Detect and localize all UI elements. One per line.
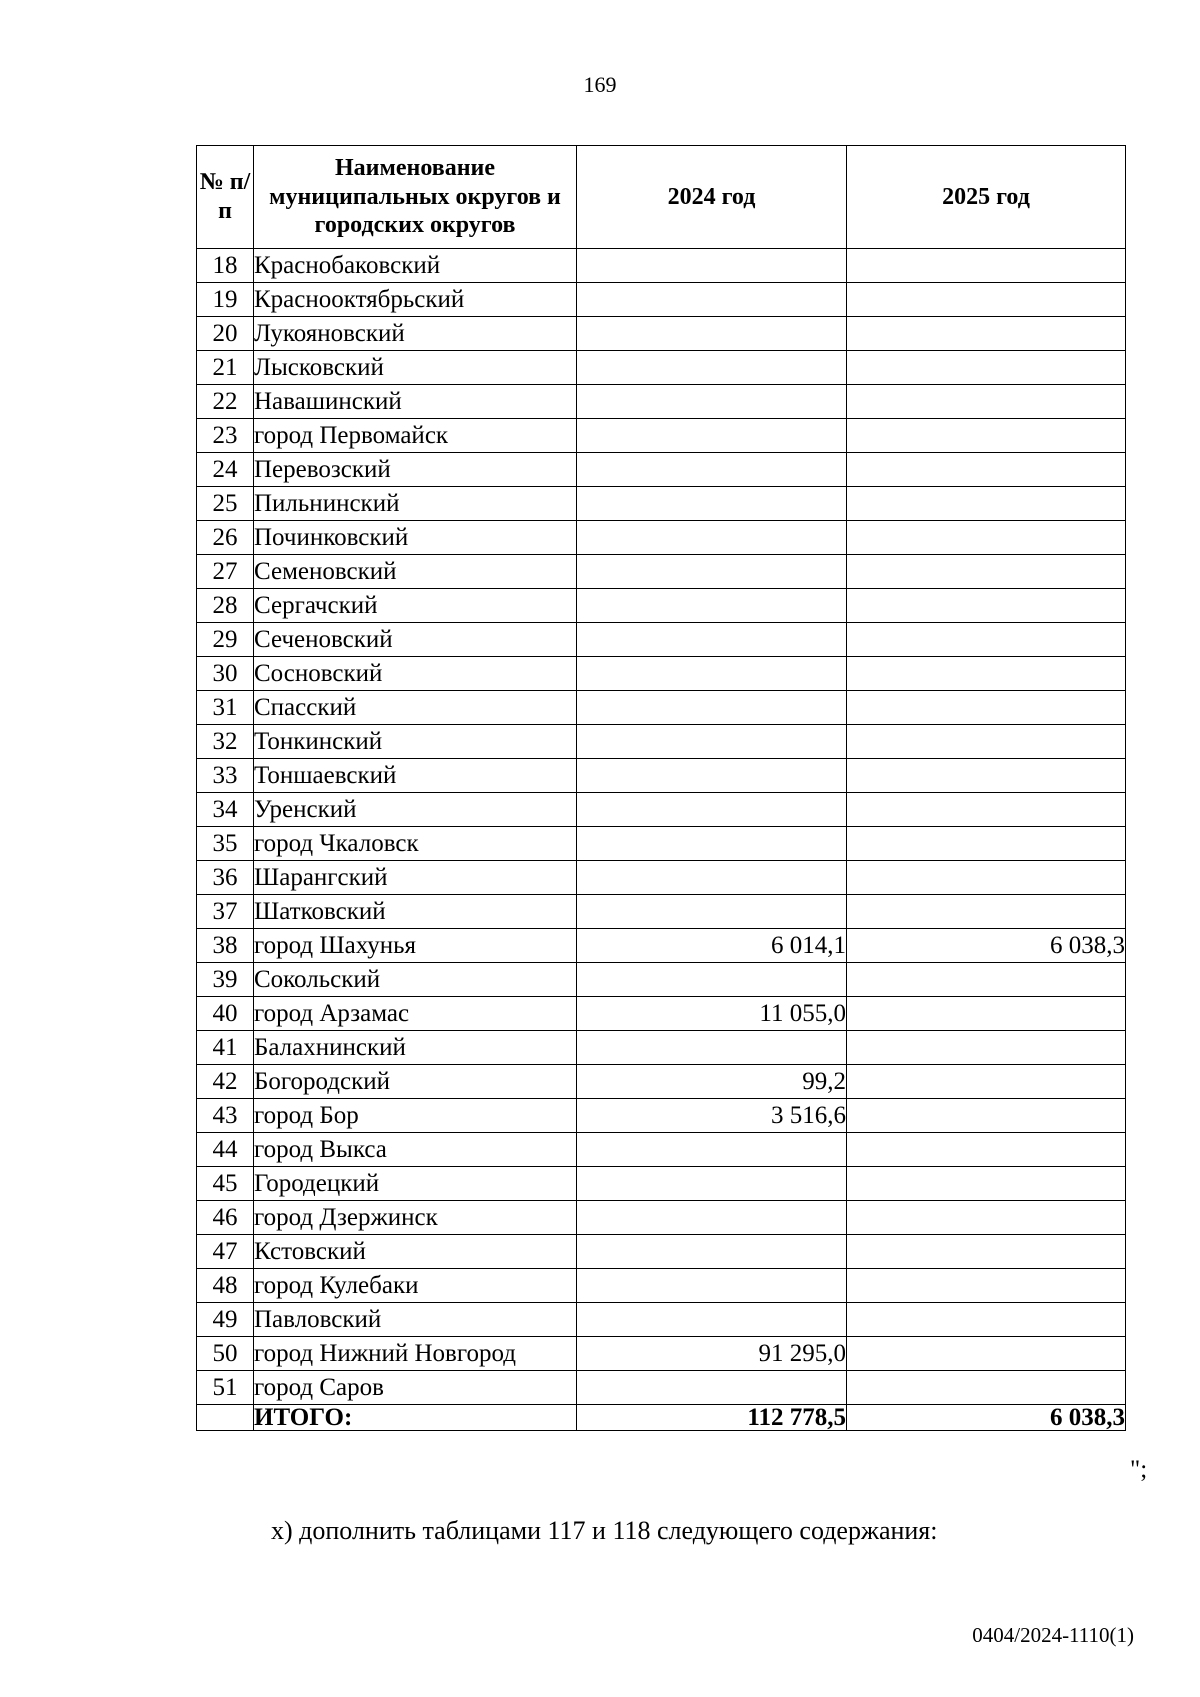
header-number: № п/п	[197, 146, 254, 249]
row-value-2024	[577, 1031, 847, 1065]
row-name: город Нижний Новгород	[254, 1337, 577, 1371]
row-name: город Чкаловск	[254, 827, 577, 861]
row-value-2024	[577, 1269, 847, 1303]
row-value-2025	[847, 1031, 1126, 1065]
row-value-2025	[847, 623, 1126, 657]
row-number: 32	[197, 725, 254, 759]
row-number: 20	[197, 317, 254, 351]
row-value-2025	[847, 861, 1126, 895]
row-name: город Первомайск	[254, 419, 577, 453]
row-name: Навашинский	[254, 385, 577, 419]
table-header-row	[197, 146, 1126, 249]
row-number: 18	[197, 249, 254, 283]
row-value-2024	[577, 317, 847, 351]
table-row	[197, 283, 1126, 317]
row-name: Лысковский	[254, 351, 577, 385]
row-value-2025	[847, 1235, 1126, 1269]
row-number: 19	[197, 283, 254, 317]
row-number: 35	[197, 827, 254, 861]
row-value-2025	[847, 1133, 1126, 1167]
row-value-2024	[577, 453, 847, 487]
row-name: Павловский	[254, 1303, 577, 1337]
page-number: 169	[583, 72, 617, 97]
table-row	[197, 1167, 1126, 1201]
table-row	[197, 1133, 1126, 1167]
row-number: 37	[197, 895, 254, 929]
table-row	[197, 725, 1126, 759]
table-row	[197, 521, 1126, 555]
row-number: 28	[197, 589, 254, 623]
row-value-2024	[577, 657, 847, 691]
total-row	[197, 1405, 1126, 1431]
row-value-2024	[577, 623, 847, 657]
header-2024: 2024 год	[577, 146, 847, 249]
row-value-2024	[577, 725, 847, 759]
row-value-2025	[847, 419, 1126, 453]
row-name: Сокольский	[254, 963, 577, 997]
row-value-2025	[847, 793, 1126, 827]
table-row	[197, 453, 1126, 487]
row-value-2024	[577, 963, 847, 997]
row-number: 30	[197, 657, 254, 691]
total-2024: 112 778,5	[577, 1405, 847, 1431]
table-row	[197, 793, 1126, 827]
row-value-2025	[847, 555, 1126, 589]
row-value-2024	[577, 1303, 847, 1337]
row-number: 24	[197, 453, 254, 487]
row-name: город Кулебаки	[254, 1269, 577, 1303]
instruction-text: х) дополнить таблицами 117 и 118 следующего содержания:	[271, 1516, 938, 1545]
row-value-2024	[577, 487, 847, 521]
row-number: 47	[197, 1235, 254, 1269]
table-row	[197, 895, 1126, 929]
row-name: Краснооктябрьский	[254, 283, 577, 317]
row-value-2025	[847, 487, 1126, 521]
table-row	[197, 1099, 1126, 1133]
row-value-2024	[577, 793, 847, 827]
header-name: Наименование муниципальных округов и городских округов	[254, 146, 577, 249]
row-value-2024	[577, 521, 847, 555]
row-number: 48	[197, 1269, 254, 1303]
row-value-2025	[847, 453, 1126, 487]
row-name: Кстовский	[254, 1235, 577, 1269]
table-row	[197, 963, 1126, 997]
row-name: Краснобаковский	[254, 249, 577, 283]
row-name: Семеновский	[254, 555, 577, 589]
row-value-2025	[847, 895, 1126, 929]
document-code: 0404/2024-1110(1)	[972, 1623, 1134, 1647]
row-name: Сергачский	[254, 589, 577, 623]
table-row	[197, 827, 1126, 861]
row-name: Сеченовский	[254, 623, 577, 657]
row-value-2024	[577, 385, 847, 419]
row-value-2025	[847, 657, 1126, 691]
row-name: Пильнинский	[254, 487, 577, 521]
row-number: 45	[197, 1167, 254, 1201]
row-number: 42	[197, 1065, 254, 1099]
table-row	[197, 759, 1126, 793]
row-value-2024	[577, 1371, 847, 1405]
row-value-2024	[577, 1201, 847, 1235]
row-value-2024	[577, 861, 847, 895]
row-value-2025	[847, 691, 1126, 725]
row-value-2025	[847, 1065, 1126, 1099]
table-row	[197, 317, 1126, 351]
row-value-2025	[847, 1099, 1126, 1133]
row-value-2025	[847, 1269, 1126, 1303]
table-row	[197, 1201, 1126, 1235]
row-value-2025	[847, 725, 1126, 759]
table-row	[197, 1031, 1126, 1065]
row-value-2024	[577, 351, 847, 385]
closing-quote: ";	[1130, 1456, 1148, 1483]
row-name: город Выкса	[254, 1133, 577, 1167]
table-row	[197, 997, 1126, 1031]
row-value-2025	[847, 1337, 1126, 1371]
budget-table	[196, 145, 1126, 1431]
row-value-2025	[847, 1371, 1126, 1405]
table-row	[197, 1371, 1126, 1405]
table-row	[197, 657, 1126, 691]
row-value-2024	[577, 759, 847, 793]
row-number: 44	[197, 1133, 254, 1167]
row-number: 22	[197, 385, 254, 419]
row-value-2025	[847, 351, 1126, 385]
table-row	[197, 1269, 1126, 1303]
row-name: Городецкий	[254, 1167, 577, 1201]
total-label: ИТОГО:	[254, 1405, 577, 1431]
row-value-2024	[577, 1133, 847, 1167]
row-value-2024	[577, 895, 847, 929]
row-value-2024: 11 055,0	[577, 997, 847, 1031]
row-name: город Дзержинск	[254, 1201, 577, 1235]
row-number: 41	[197, 1031, 254, 1065]
row-number: 39	[197, 963, 254, 997]
row-number: 27	[197, 555, 254, 589]
row-value-2025	[847, 1201, 1126, 1235]
row-number: 34	[197, 793, 254, 827]
row-value-2024	[577, 589, 847, 623]
table-row	[197, 419, 1126, 453]
row-name: Сосновский	[254, 657, 577, 691]
table-row	[197, 385, 1126, 419]
row-value-2024	[577, 555, 847, 589]
table-row	[197, 1235, 1126, 1269]
row-value-2025: 6 038,3	[847, 929, 1126, 963]
row-name: город Шахунья	[254, 929, 577, 963]
row-value-2025	[847, 589, 1126, 623]
table-row	[197, 1337, 1126, 1371]
row-value-2024: 91 295,0	[577, 1337, 847, 1371]
row-number: 36	[197, 861, 254, 895]
row-value-2025	[847, 759, 1126, 793]
total-number-cell	[197, 1405, 254, 1431]
row-value-2025	[847, 385, 1126, 419]
row-number: 25	[197, 487, 254, 521]
row-name: город Бор	[254, 1099, 577, 1133]
table-row	[197, 1065, 1126, 1099]
row-value-2024	[577, 1167, 847, 1201]
row-number: 46	[197, 1201, 254, 1235]
row-value-2024: 99,2	[577, 1065, 847, 1099]
row-name: Богородский	[254, 1065, 577, 1099]
row-number: 49	[197, 1303, 254, 1337]
row-value-2024	[577, 827, 847, 861]
row-value-2024	[577, 1235, 847, 1269]
row-value-2024	[577, 283, 847, 317]
total-2025: 6 038,3	[847, 1405, 1126, 1431]
row-name: город Саров	[254, 1371, 577, 1405]
table-row	[197, 623, 1126, 657]
table-row	[197, 555, 1126, 589]
row-name: Перевозский	[254, 453, 577, 487]
row-number: 38	[197, 929, 254, 963]
row-value-2024: 6 014,1	[577, 929, 847, 963]
row-name: Тоншаевский	[254, 759, 577, 793]
table-row	[197, 929, 1126, 963]
row-number: 23	[197, 419, 254, 453]
table-row	[197, 249, 1126, 283]
row-name: Спасский	[254, 691, 577, 725]
row-number: 40	[197, 997, 254, 1031]
row-value-2025	[847, 521, 1126, 555]
row-number: 21	[197, 351, 254, 385]
header-2025: 2025 год	[847, 146, 1126, 249]
row-value-2024	[577, 691, 847, 725]
row-value-2025	[847, 283, 1126, 317]
row-value-2025	[847, 997, 1126, 1031]
row-value-2024	[577, 249, 847, 283]
row-value-2025	[847, 317, 1126, 351]
row-value-2025	[847, 963, 1126, 997]
row-value-2024: 3 516,6	[577, 1099, 847, 1133]
row-number: 51	[197, 1371, 254, 1405]
row-number: 50	[197, 1337, 254, 1371]
row-value-2024	[577, 419, 847, 453]
row-number: 33	[197, 759, 254, 793]
table-row	[197, 1303, 1126, 1337]
table-row	[197, 691, 1126, 725]
row-number: 43	[197, 1099, 254, 1133]
row-number: 29	[197, 623, 254, 657]
row-name: Шатковский	[254, 895, 577, 929]
row-value-2025	[847, 1167, 1126, 1201]
row-value-2025	[847, 1303, 1126, 1337]
table-row	[197, 589, 1126, 623]
row-name: Починковский	[254, 521, 577, 555]
row-name: Тонкинский	[254, 725, 577, 759]
row-value-2025	[847, 249, 1126, 283]
row-number: 31	[197, 691, 254, 725]
row-name: Уренский	[254, 793, 577, 827]
table-row	[197, 351, 1126, 385]
row-name: Шарангский	[254, 861, 577, 895]
row-name: город Арзамас	[254, 997, 577, 1031]
row-name: Балахнинский	[254, 1031, 577, 1065]
row-name: Лукояновский	[254, 317, 577, 351]
row-value-2025	[847, 827, 1126, 861]
table-row	[197, 861, 1126, 895]
row-number: 26	[197, 521, 254, 555]
table-row	[197, 487, 1126, 521]
